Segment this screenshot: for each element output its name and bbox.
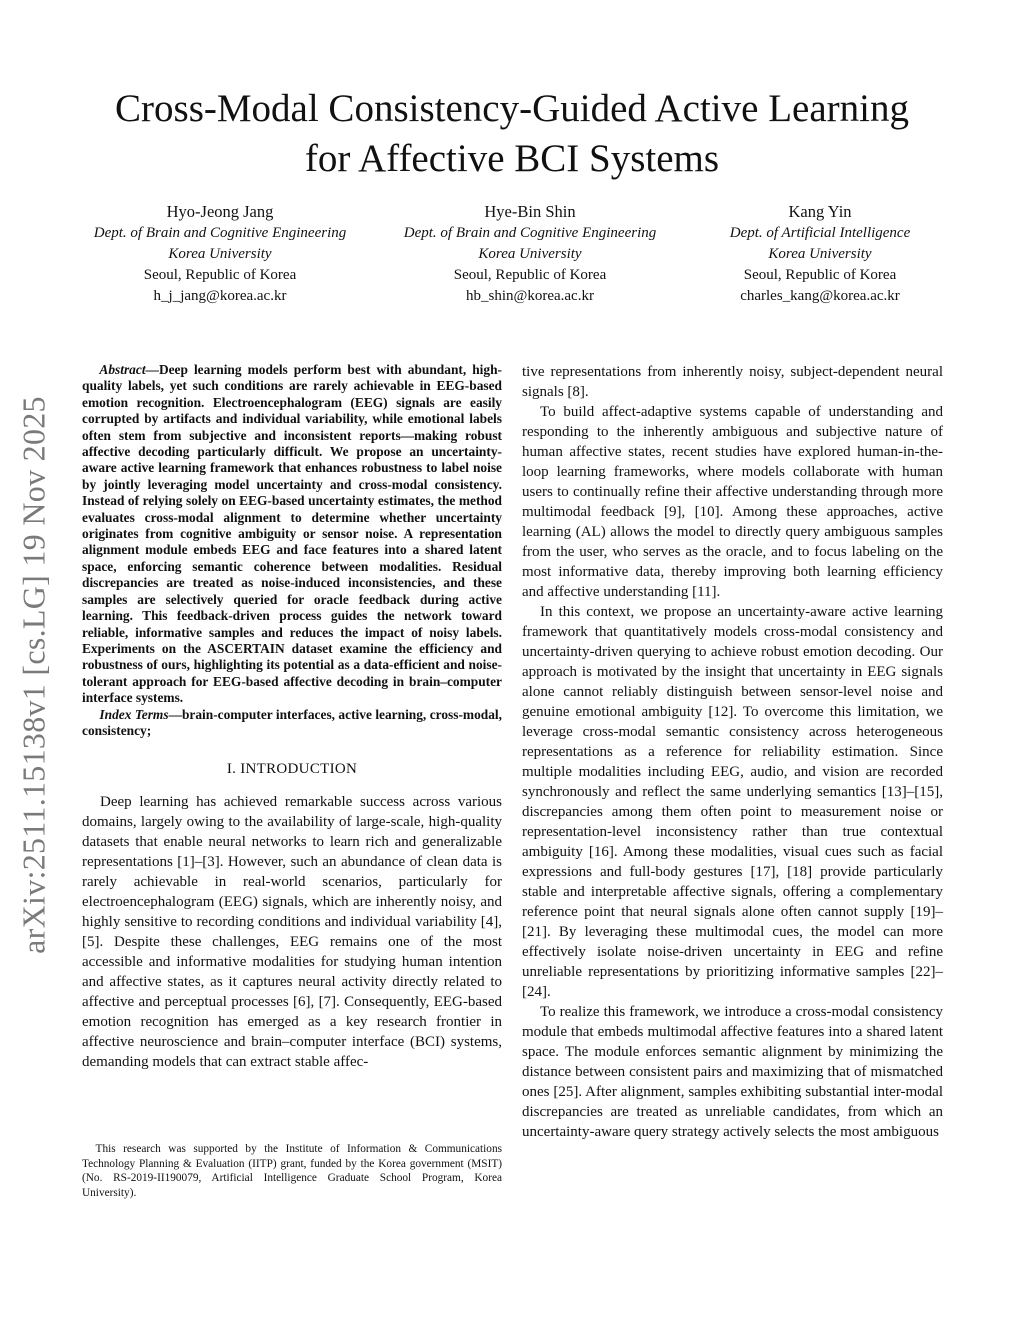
author-dept: Dept. of Brain and Cognitive Engineering xyxy=(93,225,347,241)
author-university: Korea University xyxy=(168,246,272,262)
index-terms-text: —brain-computer interfaces, active learning, cross-modal, consistency; xyxy=(82,706,502,738)
body-paragraph: Deep learning has achieved remarkable success across various domains, largely owing to the availability of large-scale, high-quality datasets that enable neural networks to learn rich and generalizable representations [1]–[3]. However, such an abundance of clean data is rarely achievable in real-world scenarios, particularly for electroencephalogram (EEG) signals, which are inherently noisy, and highly sensitive to recording conditions and individual variability [4], [5]. Despite these challenges, EEG remains one of the most accessible and informative modalities for studying human intention and affective states, as it captures neural activity directly related to affective and perceptual processes [6], [7]. Consequently, EEG-based emotion recognition has emerged as a key research frontier in affective neuroscience and brain–computer interface (BCI) systems, demanding models that can extract stable affec- xyxy=(82,794,502,1071)
author-location: Seoul, Republic of Korea xyxy=(453,267,607,283)
author-email: hb_shin@korea.ac.kr xyxy=(466,288,594,304)
section-heading-introduction: I. INTRODUCTION xyxy=(226,761,358,778)
paper-title-line-1: Cross-Modal Consistency-Guided Active Learning xyxy=(115,87,909,130)
paper-title xyxy=(60,84,964,184)
body-paragraph: tive representations from inherently noisy, subject-dependent neural signals [8]. xyxy=(522,364,943,400)
author-location: Seoul, Republic of Korea xyxy=(743,267,897,283)
author-name: Kang Yin xyxy=(788,202,852,221)
author-1 xyxy=(70,201,370,307)
author-dept: Dept. of Artificial Intelligence xyxy=(729,225,911,241)
author-email: h_j_jang@korea.ac.kr xyxy=(153,288,287,304)
author-name: Hye-Bin Shin xyxy=(484,202,576,221)
body-paragraph: In this context, we propose an uncertainty-aware active learning framework that quantitatively models cross-modal consistency and uncertainty-driven querying to achieve robust emotion decoding. Our approach is motivated by the insight that uncertainty in EEG signals alone cannot reliably distinguish between sensor-level noise and genuine emotional ambiguity [12]. To overcome this limitation, we leverage cross-modal semantic consistency across heterogeneous representations as a reference for reliability estimation. Since multiple modalities including EEG, audio, and vision are recorded synchronously and reflect the same underlying semantics [13]–[15], discrepancies among them often point to measurement noise or representation-level inconsistency rather than true contextual ambiguity [16]. Among these modalities, visual cues such as facial expressions and full-body gestures [17], [18] provide particularly stable and interpretable affective signals, offering a complementary reference point that neural signals alone often cannot supply [19]–[21]. By leveraging these multimodal cues, the model can more effectively isolate noise-driven uncertainty in EEG and refine unreliable representations by prioritizing informative samples [22]–[24]. xyxy=(522,604,943,1000)
paper-title-line-2: for Affective BCI Systems xyxy=(304,137,720,180)
arxiv-identifier-text: arXiv:2511.15138v1 [cs.LG] 19 Nov 2025 xyxy=(15,396,52,954)
author-location: Seoul, Republic of Korea xyxy=(143,267,297,283)
funding-footnote: This research was supported by the Institute of Information & Communications Technology Planning & Evaluation (IITP) grant, funded by the Korea government (MSIT) (No. RS-2019-II190079, Artificial Intelligence Graduate School Program, Korea University). xyxy=(82,1143,502,1199)
author-university: Korea University xyxy=(768,246,872,262)
body-paragraph: To build affect-adaptive systems capable of understanding and responding to the inherently ambiguous and subjective nature of human affective states, recent studies have explored human-in-the-loop learning frameworks, where models collaborate with human users to continually refine their affective understanding through more multimodal feedback [9], [10]. Among these approaches, active learning (AL) allows the model to directly query ambiguous samples from the user, who serves as the oracle, and to focus labeling on the most informative data, thereby improving both learning efficiency and affective understanding [11]. xyxy=(522,404,943,600)
author-university: Korea University xyxy=(478,246,582,262)
author-dept: Dept. of Brain and Cognitive Engineering xyxy=(403,225,657,241)
right-column xyxy=(522,362,943,1142)
author-3 xyxy=(670,201,970,307)
abstract-label: Abstract xyxy=(99,362,146,377)
index-terms-label: Index Terms xyxy=(99,706,169,722)
left-column xyxy=(82,362,502,1072)
index-terms xyxy=(82,707,502,740)
arxiv-identifier-stamp xyxy=(14,370,54,980)
author-name: Hyo-Jeong Jang xyxy=(166,202,274,221)
body-paragraph: To realize this framework, we introduce a cross-modal consistency module that embeds multimodal affective features into a shared latent space. The module enforces semantic alignment by minimizing the distance between consistent pairs and maximizing that of mismatched ones [25]. After alignment, samples exhibiting substantial inter-modal discrepancies are treated as unreliable candidates, from which an uncertainty-aware query strategy actively selects the most ambiguous xyxy=(522,1004,943,1140)
abstract-text: —Deep learning models perform best with abundant, high-quality labels, yet such conditions are rarely achievable in EEG-based emotion recognition. Electroencephalogram (EEG) signals are easily corrupted by artifacts and individual variability, while emotional labels often stem from subjective and inconsistent reports—making robust affective decoding particularly difficult. We propose an uncertainty-aware active learning framework that enhances robustness to label noise by jointly leveraging model uncertainty and cross-modal consistency. Instead of relying solely on EEG-based uncertainty estimates, the method evaluates cross-modal alignment to determine whether uncertainty originates from cognitive ambiguity or sensor noise. A representation alignment module embeds EEG and face features into a shared latent space, enforcing semantic coherence between modalities. Residual discrepancies are treated as noise-induced inconsistencies, and these samples are selectively queried for oracle feedback during active learning. This feedback-driven process guides the network toward reliable, informative samples and reduces the impact of noisy labels. Experiments on the ASCERTAIN dataset examine the efficiency and robustness of ours, highlighting its potential as a data-efficient and noise-tolerant approach for EEG-based affective decoding in brain–computer interface systems. xyxy=(82,362,502,706)
author-email: charles_kang@korea.ac.kr xyxy=(740,288,900,304)
author-2 xyxy=(380,201,680,307)
abstract xyxy=(82,362,502,707)
